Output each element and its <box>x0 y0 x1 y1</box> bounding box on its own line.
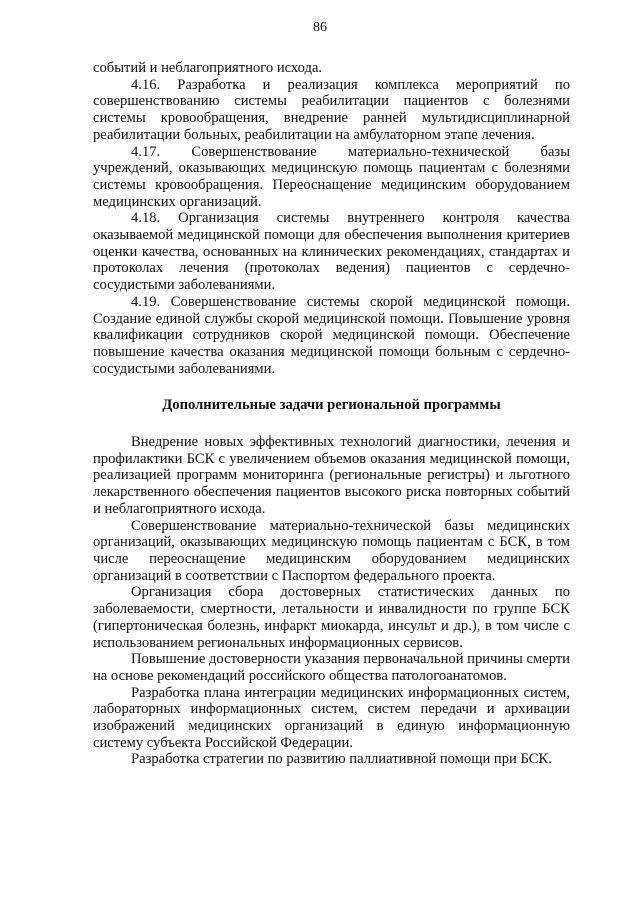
task-paragraph: Разработка стратегии по развитию паллиативной помощи при БСК. <box>131 751 552 768</box>
task-paragraph: Совершенствование материально-технической базы медицинских организаций, оказывающих медицинскую помощь пациентам с БСК, в том числе переоснащение медицинским оборудованием медицинских организаций в соответствии с Паспортом федерального проекта. <box>93 517 570 584</box>
task-paragraph: Разработка плана интеграции медицинских информационных систем, лабораторных информационных систем, систем передачи и архивации изображений медицинских организаций в единую информационную систему субъекта Российской Федерации. <box>93 684 570 751</box>
paragraph-continuation: событий и неблагоприятного исхода. <box>93 60 323 76</box>
document-body <box>93 60 570 768</box>
paragraph-4-19: 4.19. Совершенствование системы скорой медицинской помощи. Создание единой службы скорой медицинской помощи. Повышение уровня квалификации сотрудников скорой медицинской помощи. Обеспечение повышение качества оказания медицинской помощи больным с сердечно-сосудистыми заболеваниями. <box>93 293 570 377</box>
page-number: 86 <box>313 20 327 35</box>
paragraph-4-17: 4.17. Совершенствование материально-технической базы учреждений, оказывающих медицинскую помощь пациентам с болезнями системы кровообращения. Переоснащение медицинским оборудованием медицинских организаций. <box>93 143 570 210</box>
section-heading: Дополнительные задачи региональной программы <box>162 397 501 414</box>
task-paragraph: Повышение достоверности указания первоначальной причины смерти на основе рекомендаций российского общества патологоанатомов. <box>93 651 570 684</box>
paragraph-4-16: 4.16. Разработка и реализация комплекса мероприятий по совершенствованию системы реабилитации пациентов с болезнями системы кровообращения, внедрение ранней мультидисциплинарной реабилитации больных, реабилитации на амбулаторном этапе лечения. <box>93 76 570 143</box>
paragraph-4-18: 4.18. Организация системы внутреннего контроля качества оказываемой медицинской помощи для обеспечения выполнения критериев оценки качества, основанных на клинических рекомендациях, стандартах и протоколах лечения (протоколах ведения) пациентов с сердечно-сосудистыми заболеваниями. <box>93 210 570 294</box>
task-paragraph: Организация сбора достоверных статистических данных по заболеваемости, смертности, летальности и инвалидности по группе БСК (гипертоническая болезнь, инфаркт миокарда, инсульт и др.), в том числе с использованием региональных информационных сервисов. <box>93 584 570 651</box>
task-paragraph: Внедрение новых эффективных технологий диагностики, лечения и профилактики БСК с увеличением объемов оказания медицинской помощи, реализацией программ мониторинга (региональные регистры) и льготного лекарственного обеспечения пациентов высокого риска повторных событий и неблагоприятного исхода. <box>93 434 570 517</box>
